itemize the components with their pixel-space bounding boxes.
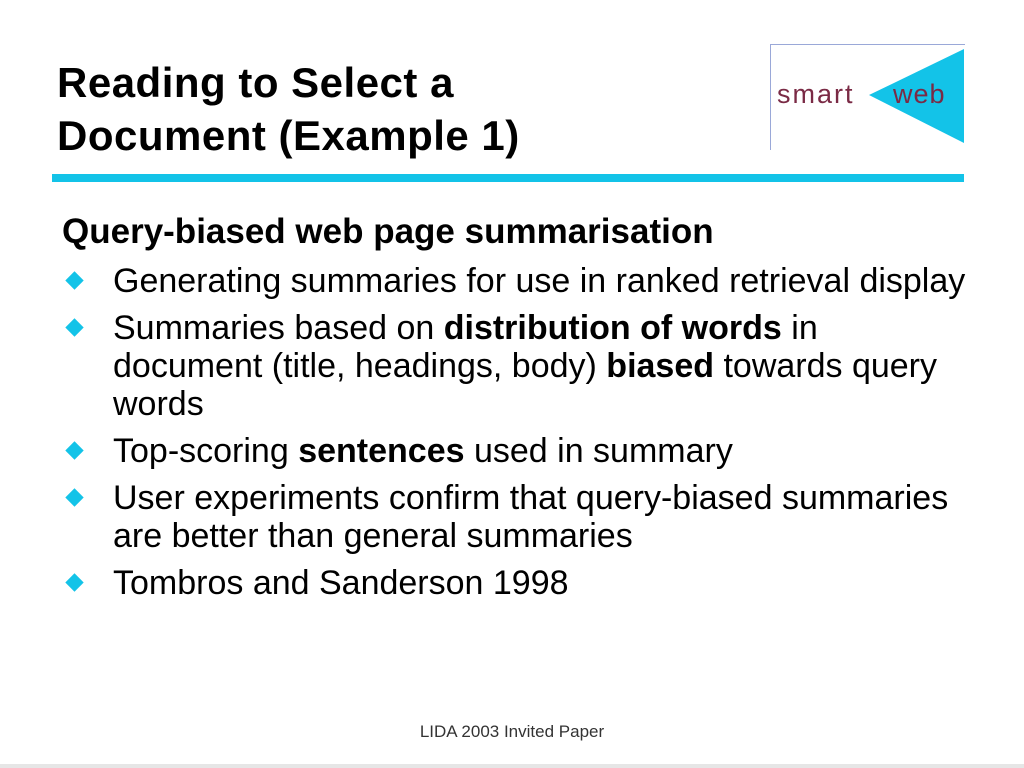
bullet-text: Generating summaries for use in ranked retrieval display — [113, 262, 966, 300]
bullet-text-post: towards query words — [113, 347, 938, 423]
bullet-item — [62, 564, 972, 602]
bullet-text-pre: Summaries based on — [113, 309, 444, 347]
section-heading: Query-biased web page summarisation — [62, 212, 714, 251]
bullet-text-bold: biased — [606, 347, 715, 385]
bullet-text-bold: distribution of words — [443, 309, 782, 347]
bullet-text-mid: in document (title, headings, body) — [113, 309, 818, 385]
slide-title — [57, 56, 737, 162]
logo-text-right: web — [893, 79, 946, 109]
bullet-item — [62, 262, 972, 300]
bullet-text-bold: sentences — [298, 432, 465, 470]
title-line-1: Reading to Select a — [57, 59, 454, 106]
diamond-bullet-icon — [65, 488, 83, 506]
diamond-bullet-icon — [65, 271, 83, 289]
diamond-bullet-icon — [65, 318, 83, 336]
bullet-item — [62, 309, 972, 423]
diamond-bullet-icon — [65, 573, 83, 591]
diamond-bullet-icon — [65, 441, 83, 459]
title-line-2: Document (Example 1) — [57, 112, 520, 159]
logo-text-left: smart — [777, 79, 855, 109]
bullet-item — [62, 479, 972, 555]
bottom-divider — [0, 764, 1024, 768]
bullet-item — [62, 432, 972, 470]
smartweb-logo-graphic — [771, 45, 966, 151]
bullet-text-pre: Top-scoring — [113, 432, 299, 470]
bullet-text-post: used in summary — [464, 432, 733, 470]
title-rule — [52, 174, 964, 182]
footer-text: LIDA 2003 Invited Paper — [419, 722, 605, 741]
bullet-text: User experiments confirm that query-biased summaries are better than general summaries — [113, 479, 949, 555]
smartweb-logo — [770, 44, 965, 150]
slide-footer — [0, 722, 1024, 742]
bullet-list — [62, 262, 972, 611]
bullet-text: Tombros and Sanderson 1998 — [113, 564, 569, 602]
